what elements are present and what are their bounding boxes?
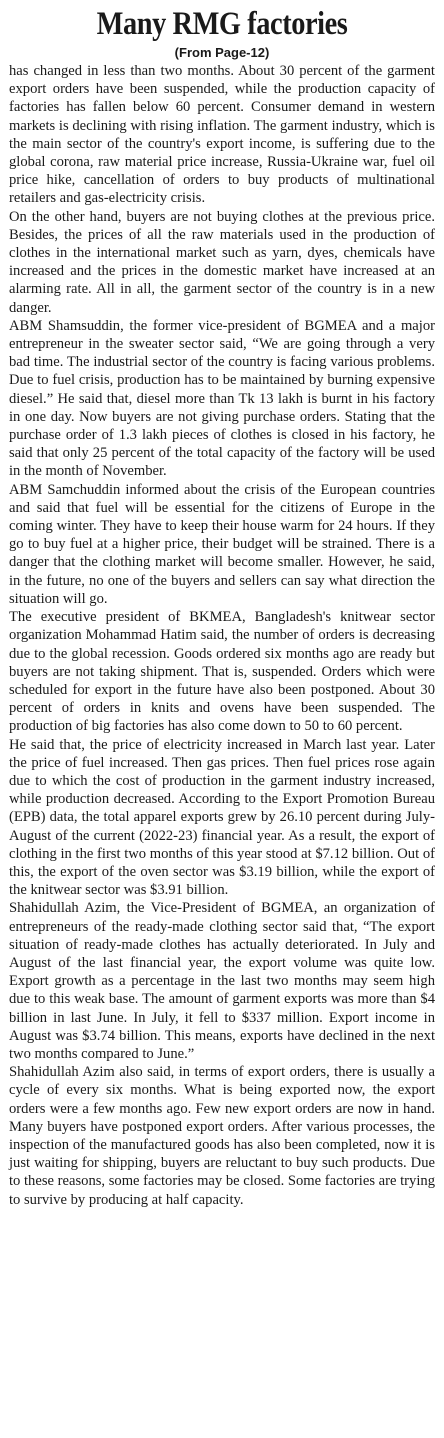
paragraph: ABM Shamsuddin, the former vice-president of BGMEA and a major entrepreneur in the sweater sector said, “We are going through a very bad time. The industrial sector of the country is facing various problems. Due to fuel crisis, production has to be maintained by burning expensive diesel.” He said that, diesel more than Tk 13 lakh is burnt in his factory in one day. Now buyers are not giving purchase orders. Stating that the purchase order of 1.3 lakh pieces of clothes is closed in his factory, he said that only 25 percent of the total capacity of the factory will be used in the month of November. <box>9 317 435 480</box>
paragraph: has changed in less than two months. About 30 percent of the garment export orders have been suspended, while the production capacity of factories has fallen below 60 percent. Consumer demand in western markets is declining with rising inflation. The garment industry, which is the main sector of the country's export income, is suffering due to the global corona, raw material price increase, Russia-Ukraine war, fuel oil price hike, cancellation of orders to buy products of multinational retailers and gas-electricity crisis. <box>9 63 435 207</box>
paragraph: On the other hand, buyers are not buying clothes at the previous price. Besides, the prices of all the raw materials used in the production of clothes in the international market such as yarn, dyes, chemicals have increased and the prices in the domestic market have increased at an alarming rate. All in all, the garment sector of the country is in a new danger. <box>9 208 435 316</box>
headline: Many RMG factories <box>96 6 348 42</box>
paragraph: Shahidullah Azim, the Vice-President of BGMEA, an organization of entrepreneurs of the ready-made clothing sector said that, “The export situation of ready-made clothes has actually deteriorated. In July and August of the last financial year, the export volume was quite low. Export growth as a percentage in the last two months may seem high due to this weak base. The amount of garment exports was more than $4 billion in last June. In July, it fell to $337 million. Export income in August was $3.74 billion. This means, exports have declined in the next two months compared to June.” <box>9 900 435 1062</box>
paragraph: The executive president of BKMEA, Bangladesh's knitwear sector organization Mohammad Hatim said, the number of orders is decreasing due to the global recession. Goods ordered six months ago are ready but buyers are not taking shipment. That is, suspended. Orders which were scheduled for export in the future have also been postponed. About 30 percent of orders in knits and ovens have been suspended. The production of big factories has also come down to 50 to 60 percent. <box>9 609 435 735</box>
paragraph: Shahidullah Azim also said, in terms of export orders, there is usually a cycle of every six months. What is being exported now, the export orders were a few months ago. Few new export orders are now in hand. Many buyers have postponed export orders. After various processes, the inspection of the manufactured goods has also been completed, now it is just waiting for shipping, buyers are reluctant to buy such products. Due to these reasons, some factories may be closed. Some factories are trying to survive by producing at half capacity. <box>9 1064 435 1208</box>
article-body <box>9 62 435 1209</box>
continued-from-line: (From Page-12) <box>174 45 270 60</box>
paragraph: ABM Samchuddin informed about the crisis of the European countries and said that fuel will be essential for the citizens of Europe in the coming winter. They have to keep their house warm for 24 hours. If they go to buy fuel at a higher price, their budget will be strained. There is a danger that the clothing market will become smaller. However, he said, in the future, no one of the buyers and sellers can say what direction the situation will go. <box>9 481 435 607</box>
paragraph: He said that, the price of electricity increased in March last year. Later the price of fuel increased. Then gas prices. Then fuel prices rose again due to which the cost of production in the garment industry increased, while production decreased. According to the Export Promotion Bureau (EPB) data, the total apparel exports grew by 26.10 percent during July-August of the current (2022-23) financial year. As a result, the export of clothing in the first two months of this year stood at $7.12 billion. Out of this, the export of the oven sector was $3.19 billion, while the export of the knitwear sector was $3.91 billion. <box>9 736 435 899</box>
